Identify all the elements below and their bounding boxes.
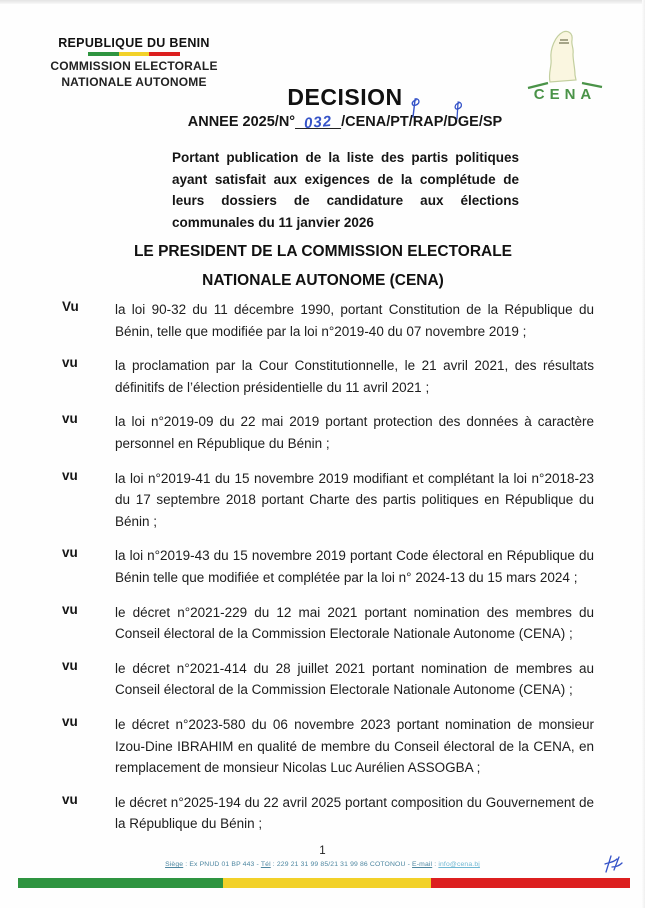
- consideration-text: le décret n°2021-414 du 28 juillet 2021 portant nomination de membres au Conseil électoral de la Commission Electorale Nationale Autonome (CENA) ;: [115, 660, 594, 698]
- handwritten-initial-icon: [407, 96, 423, 124]
- consideration-label: Vu: [62, 299, 79, 314]
- document-title: DECISION: [287, 84, 403, 110]
- number-suffix: /CENA/PT/RAP/DGE/SP: [341, 114, 503, 130]
- consideration-row: [62, 299, 594, 342]
- flag-green-segment: [18, 878, 223, 888]
- consideration-row: [62, 468, 594, 533]
- consideration-row: [62, 714, 594, 779]
- consideration-label: vu: [62, 467, 78, 483]
- consideration-label: vu: [62, 601, 78, 617]
- consideration-row: [62, 602, 594, 645]
- consideration-text: la loi n°2019-43 du 15 novembre 2019 portant Code électoral en République du Bénin telle que modifiée et complétée par la loi n° 2024-13 du 15 mars 2024 ;: [115, 548, 594, 585]
- email-label: E-mail: [412, 861, 433, 868]
- consideration-label: vu: [62, 411, 78, 427]
- consideration-text: le décret n°2025-194 du 22 avril 2025 portant composition du Gouvernement de la République du Bénin ;: [115, 794, 594, 832]
- consideration-text: la loi 90-32 du 11 décembre 1990, portant Constitution de la République du Bénin, telle que modifiée par la loi n°2019-40 du 07 novembre 2019 ;: [115, 302, 594, 339]
- reference-number-line: [150, 112, 540, 133]
- siege-text: : Ex PNUD 01 BP 443 -: [183, 861, 261, 868]
- tel-text: : 229 21 31 99 85/21 31 99 86 COTONOU -: [270, 861, 413, 868]
- svg-text:CENA: CENA: [533, 86, 597, 103]
- consideration-row: [62, 792, 594, 835]
- email-link: info@cena.bj: [438, 861, 480, 868]
- org-name-line2: NATIONALE AUTONOME: [61, 74, 207, 89]
- siege-label: Siège: [165, 861, 184, 868]
- consideration-row: [62, 658, 594, 701]
- consideration-row: [62, 545, 594, 588]
- handwritten-initial-icon: [451, 100, 465, 126]
- flag-yellow-segment: [223, 878, 431, 888]
- considerations-list: [62, 299, 594, 848]
- consideration-label: vu: [62, 791, 78, 807]
- country-title: REPUBLIQUE DU BENIN: [58, 36, 210, 50]
- consideration-label: vu: [62, 355, 78, 371]
- consideration-text: le décret n°2021-229 du 12 mai 2021 portant nomination des membres du Conseil électoral de la Commission Electorale Nationale Autonome (CENA) ;: [115, 604, 594, 642]
- consideration-text: la proclamation par la Cour Constitutionnelle, le 21 avril 2021, des résultats définitifs de l’élection présidentielle du 11 avril 2021 ;: [115, 358, 594, 395]
- number-prefix: ANNEE 2025/N°: [187, 114, 296, 130]
- page-number: 1: [319, 845, 326, 857]
- footer-contact-line: [0, 861, 645, 868]
- president-heading: [88, 238, 558, 295]
- consideration-row: [62, 355, 594, 398]
- flag-red-segment: [431, 878, 630, 888]
- consideration-text: le décret n°2023-580 du 06 novembre 2023 portant nomination de monsieur Izou-Dine IBRAHIM en qualité de membre du Conseil électoral de la CENA, en remplacement de monsieur Nicolas Luc Aurélien ASSOGBA ;: [115, 716, 594, 776]
- president-heading-line1: LE PRESIDENT DE LA COMMISSION ELECTORALE: [133, 243, 513, 260]
- consideration-label: vu: [62, 713, 78, 729]
- email-sep: :: [432, 861, 439, 868]
- letterhead: [36, 36, 232, 90]
- handwritten-paraphe-icon: [601, 853, 625, 880]
- decision-subject: Portant publication de la liste des partis politiques ayant satisfait aux exigences de la complétude de leurs dossiers de candidature aux élections communales du 11 janvier 2026: [172, 150, 519, 230]
- flag-divider-icon: [88, 52, 180, 56]
- scan-edge-top: [0, 0, 645, 4]
- handwritten-number: 032: [303, 112, 333, 133]
- title-block: [150, 84, 540, 133]
- president-heading-line2: NATIONALE AUTONOME (CENA): [202, 271, 444, 289]
- consideration-text: la loi n°2019-41 du 15 novembre 2019 modifiant et complétant la loi n°2018-23 du 17 septembre 2018 portant Charte des partis politiques en République du Bénin ;: [115, 470, 594, 529]
- org-name-line1: COMMISSION ELECTORALE: [50, 59, 218, 73]
- consideration-text: la loi n°2019-09 du 22 mai 2019 portant protection des données à caractère personnel en République du Bénin ;: [115, 414, 594, 451]
- consideration-row: [62, 411, 594, 454]
- tel-label: Tél: [260, 861, 271, 868]
- consideration-label: vu: [62, 545, 78, 561]
- consideration-label: vu: [62, 657, 78, 673]
- flag-stripe: [18, 878, 630, 888]
- number-blank: [295, 112, 341, 133]
